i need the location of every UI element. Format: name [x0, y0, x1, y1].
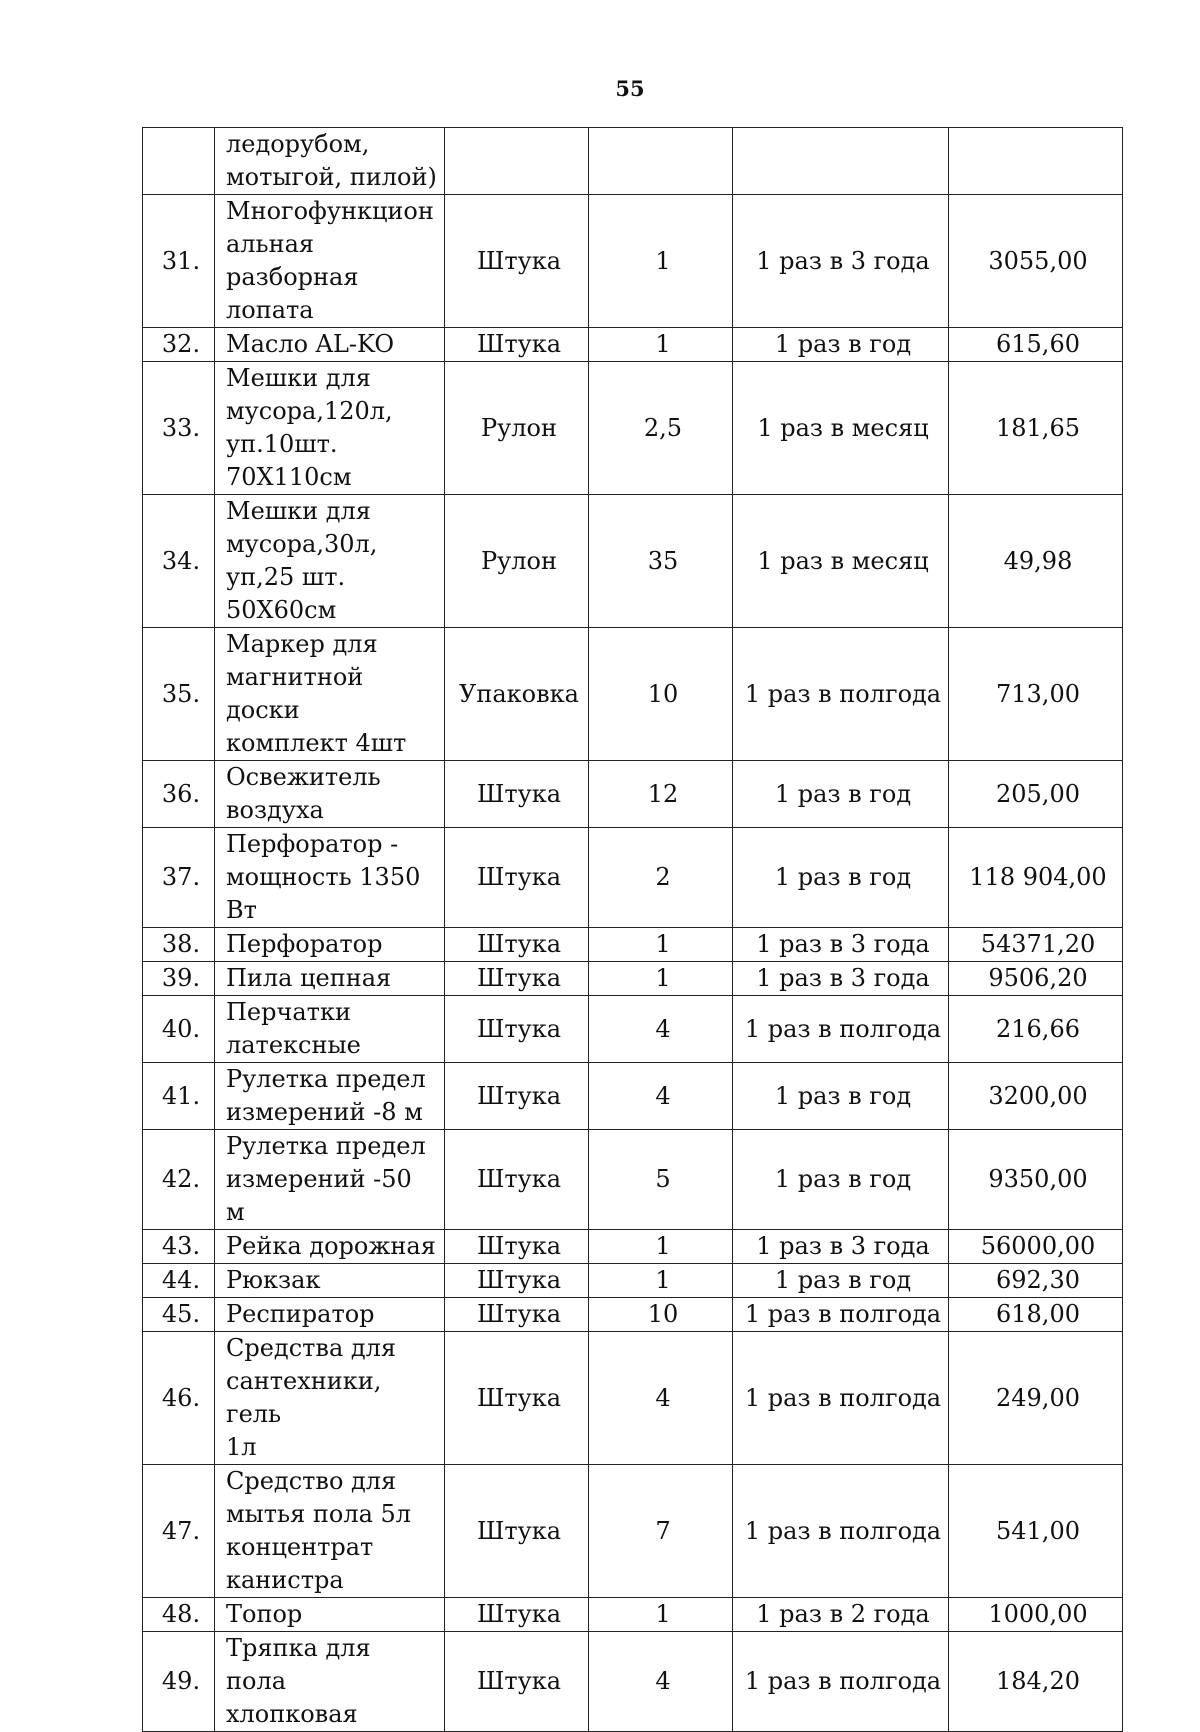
quantity-cell: 4: [589, 1632, 733, 1732]
table-row: [143, 495, 1123, 628]
unit-cell: Штука: [445, 1332, 589, 1465]
row-number-cell: 31.: [143, 195, 215, 328]
price-cell: 249,00: [949, 1332, 1123, 1465]
table-row: [143, 1632, 1123, 1732]
frequency-cell: 1 раз в 2 года: [733, 1598, 949, 1632]
quantity-cell: 7: [589, 1465, 733, 1598]
row-number-cell: 43.: [143, 1230, 215, 1264]
frequency-cell: 1 раз в 3 года: [733, 195, 949, 328]
row-number-cell: 42.: [143, 1130, 215, 1230]
unit-cell: Штука: [445, 1298, 589, 1332]
frequency-cell: 1 раз в год: [733, 1063, 949, 1130]
item-name-line: Рюкзак: [226, 1266, 321, 1294]
price-cell: 56000,00: [949, 1230, 1123, 1264]
item-name-cell: [215, 1063, 445, 1130]
item-name-cell: [215, 1264, 445, 1298]
item-name-line: 50Х60см: [226, 596, 337, 624]
item-name-cell: [215, 328, 445, 362]
row-number-cell: 39.: [143, 962, 215, 996]
item-name-line: Вт: [226, 896, 257, 924]
frequency-cell: 1 раз в полгода: [733, 1465, 949, 1598]
frequency-cell: 1 раз в месяц: [733, 495, 949, 628]
table-row: [143, 328, 1123, 362]
table-row: [143, 1230, 1123, 1264]
table-row: [143, 1332, 1123, 1465]
page-number: 55: [615, 76, 645, 101]
item-name-line: Рулетка предел: [226, 1132, 426, 1160]
item-name-line: уп,25 шт.: [226, 563, 346, 591]
unit-cell: Штука: [445, 1598, 589, 1632]
price-cell: 118 904,00: [949, 828, 1123, 928]
frequency-cell: 1 раз в год: [733, 328, 949, 362]
item-name-line: Мешки для: [226, 497, 371, 525]
item-name-line: ледорубом,: [226, 130, 370, 158]
quantity-cell: 1: [589, 195, 733, 328]
item-name-line: разборная: [226, 263, 359, 291]
price-cell: 692,30: [949, 1264, 1123, 1298]
table-row: [143, 1298, 1123, 1332]
row-number-cell: 35.: [143, 628, 215, 761]
frequency-cell: 1 раз в год: [733, 1264, 949, 1298]
frequency-cell: 1 раз в 3 года: [733, 928, 949, 962]
price-cell: 541,00: [949, 1465, 1123, 1598]
row-number-cell: 47.: [143, 1465, 215, 1598]
unit-cell: Штука: [445, 761, 589, 828]
quantity-cell: 5: [589, 1130, 733, 1230]
item-name-line: Средства для: [226, 1334, 397, 1362]
item-name-cell: [215, 828, 445, 928]
quantity-cell: 1: [589, 928, 733, 962]
item-name-line: Мешки для: [226, 364, 371, 392]
row-number-cell: 32.: [143, 328, 215, 362]
item-name-line: 1л: [226, 1433, 257, 1461]
item-name-line: Топор: [226, 1600, 303, 1628]
row-number-cell: 44.: [143, 1264, 215, 1298]
quantity-cell: 1: [589, 962, 733, 996]
item-name-line: мощность 1350: [226, 863, 421, 891]
quantity-cell: 4: [589, 1063, 733, 1130]
price-cell: 205,00: [949, 761, 1123, 828]
price-cell: 9350,00: [949, 1130, 1123, 1230]
row-number-cell: 46.: [143, 1332, 215, 1465]
table-row: [143, 362, 1123, 495]
item-name-line: уп.10шт.: [226, 430, 338, 458]
item-name-line: Многофункцион: [226, 197, 434, 225]
unit-cell: Штука: [445, 828, 589, 928]
item-name-line: Средство для: [226, 1467, 397, 1495]
row-number-cell: 40.: [143, 996, 215, 1063]
items-table: [142, 127, 1123, 1732]
price-cell: 54371,20: [949, 928, 1123, 962]
item-name-line: Масло AL-KO: [226, 330, 394, 358]
item-name-line: воздуха: [226, 796, 324, 824]
frequency-cell: 1 раз в полгода: [733, 628, 949, 761]
unit-cell: Штука: [445, 1063, 589, 1130]
frequency-cell: 1 раз в полгода: [733, 1298, 949, 1332]
table-body: [143, 128, 1123, 1732]
quantity-cell: [589, 128, 733, 195]
item-name-line: мусора,30л,: [226, 530, 378, 558]
frequency-cell: [733, 128, 949, 195]
item-name-cell: [215, 1465, 445, 1598]
unit-cell: Штука: [445, 1264, 589, 1298]
frequency-cell: 1 раз в год: [733, 761, 949, 828]
table-row: [143, 928, 1123, 962]
quantity-cell: 1: [589, 1230, 733, 1264]
item-name-line: Перфоратор: [226, 930, 383, 958]
row-number-cell: [143, 128, 215, 195]
table-row: [143, 761, 1123, 828]
item-name-line: комплект 4шт: [226, 729, 407, 757]
quantity-cell: 12: [589, 761, 733, 828]
quantity-cell: 10: [589, 628, 733, 761]
price-cell: 181,65: [949, 362, 1123, 495]
table-row: [143, 1063, 1123, 1130]
price-cell: 9506,20: [949, 962, 1123, 996]
item-name-cell: [215, 1598, 445, 1632]
unit-cell: [445, 128, 589, 195]
row-number-cell: 36.: [143, 761, 215, 828]
price-cell: 184,20: [949, 1632, 1123, 1732]
frequency-cell: 1 раз в полгода: [733, 1632, 949, 1732]
item-name-cell: [215, 1130, 445, 1230]
table-row: [143, 1598, 1123, 1632]
item-name-line: канистра: [226, 1566, 344, 1594]
price-cell: 3055,00: [949, 195, 1123, 328]
item-name-line: концентрат: [226, 1533, 374, 1561]
item-name-line: латексные: [226, 1031, 361, 1059]
row-number-cell: 49.: [143, 1632, 215, 1732]
row-number-cell: 38.: [143, 928, 215, 962]
frequency-cell: 1 раз в полгода: [733, 1332, 949, 1465]
price-cell: 49,98: [949, 495, 1123, 628]
table-row: [143, 996, 1123, 1063]
price-cell: 216,66: [949, 996, 1123, 1063]
quantity-cell: 2,5: [589, 362, 733, 495]
row-number-cell: 41.: [143, 1063, 215, 1130]
quantity-cell: 2: [589, 828, 733, 928]
unit-cell: Штука: [445, 195, 589, 328]
row-number-cell: 37.: [143, 828, 215, 928]
unit-cell: Штука: [445, 1130, 589, 1230]
item-name-cell: [215, 1332, 445, 1465]
item-name-line: лопата: [226, 296, 314, 324]
unit-cell: Штука: [445, 928, 589, 962]
unit-cell: Штука: [445, 1230, 589, 1264]
unit-cell: Штука: [445, 1465, 589, 1598]
item-name-line: Перчатки: [226, 998, 351, 1026]
item-name-cell: [215, 962, 445, 996]
quantity-cell: 35: [589, 495, 733, 628]
item-name-line: Маркер для: [226, 630, 378, 658]
item-name-line: измерений -50 м: [226, 1165, 412, 1226]
price-cell: 615,60: [949, 328, 1123, 362]
item-name-cell: [215, 362, 445, 495]
item-name-cell: [215, 1298, 445, 1332]
price-cell: 3200,00: [949, 1063, 1123, 1130]
item-name-line: 70Х110см: [226, 463, 352, 491]
quantity-cell: 4: [589, 996, 733, 1063]
table-row: [143, 1264, 1123, 1298]
quantity-cell: 10: [589, 1298, 733, 1332]
unit-cell: Рулон: [445, 362, 589, 495]
item-name-line: магнитной доски: [226, 663, 364, 724]
frequency-cell: 1 раз в 3 года: [733, 962, 949, 996]
frequency-cell: 1 раз в год: [733, 1130, 949, 1230]
item-name-line: Рулетка предел: [226, 1065, 426, 1093]
quantity-cell: 1: [589, 328, 733, 362]
table-row: [143, 962, 1123, 996]
quantity-cell: 4: [589, 1332, 733, 1465]
item-name-line: Рейка дорожная: [226, 1232, 436, 1260]
item-name-cell: [215, 928, 445, 962]
item-name-line: мытья пола 5л: [226, 1500, 412, 1528]
table-row: [143, 828, 1123, 928]
item-name-line: Респиратор: [226, 1300, 375, 1328]
unit-cell: Штука: [445, 962, 589, 996]
item-name-cell: [215, 628, 445, 761]
table-row: [143, 628, 1123, 761]
item-name-line: Перфоратор -: [226, 830, 399, 858]
frequency-cell: 1 раз в 3 года: [733, 1230, 949, 1264]
frequency-cell: 1 раз в год: [733, 828, 949, 928]
row-number-cell: 33.: [143, 362, 215, 495]
table-row: [143, 128, 1123, 195]
item-name-line: хлопковая: [226, 1700, 358, 1728]
item-name-line: Пила цепная: [226, 964, 392, 992]
quantity-cell: 1: [589, 1264, 733, 1298]
unit-cell: Упаковка: [445, 628, 589, 761]
row-number-cell: 48.: [143, 1598, 215, 1632]
item-name-line: мусора,120л,: [226, 397, 393, 425]
unit-cell: Рулон: [445, 495, 589, 628]
table-row: [143, 1130, 1123, 1230]
unit-cell: Штука: [445, 996, 589, 1063]
item-name-cell: [215, 1632, 445, 1732]
item-name-line: сантехники, гель: [226, 1367, 382, 1428]
table-row: [143, 1465, 1123, 1598]
price-cell: [949, 128, 1123, 195]
frequency-cell: 1 раз в месяц: [733, 362, 949, 495]
item-name-cell: [215, 761, 445, 828]
item-name-line: альная: [226, 230, 315, 258]
frequency-cell: 1 раз в полгода: [733, 996, 949, 1063]
item-name-cell: [215, 128, 445, 195]
row-number-cell: 45.: [143, 1298, 215, 1332]
price-cell: 1000,00: [949, 1598, 1123, 1632]
item-name-cell: [215, 1230, 445, 1264]
item-name-line: мотыгой, пилой): [226, 163, 437, 191]
table-row: [143, 195, 1123, 328]
unit-cell: Штука: [445, 328, 589, 362]
row-number-cell: 34.: [143, 495, 215, 628]
quantity-cell: 1: [589, 1598, 733, 1632]
item-name-cell: [215, 996, 445, 1063]
item-name-line: Тряпка для пола: [226, 1634, 371, 1695]
item-name-line: Освежитель: [226, 763, 381, 791]
item-name-line: измерений -8 м: [226, 1098, 423, 1126]
item-name-cell: [215, 195, 445, 328]
price-cell: 618,00: [949, 1298, 1123, 1332]
unit-cell: Штука: [445, 1632, 589, 1732]
price-cell: 713,00: [949, 628, 1123, 761]
item-name-cell: [215, 495, 445, 628]
